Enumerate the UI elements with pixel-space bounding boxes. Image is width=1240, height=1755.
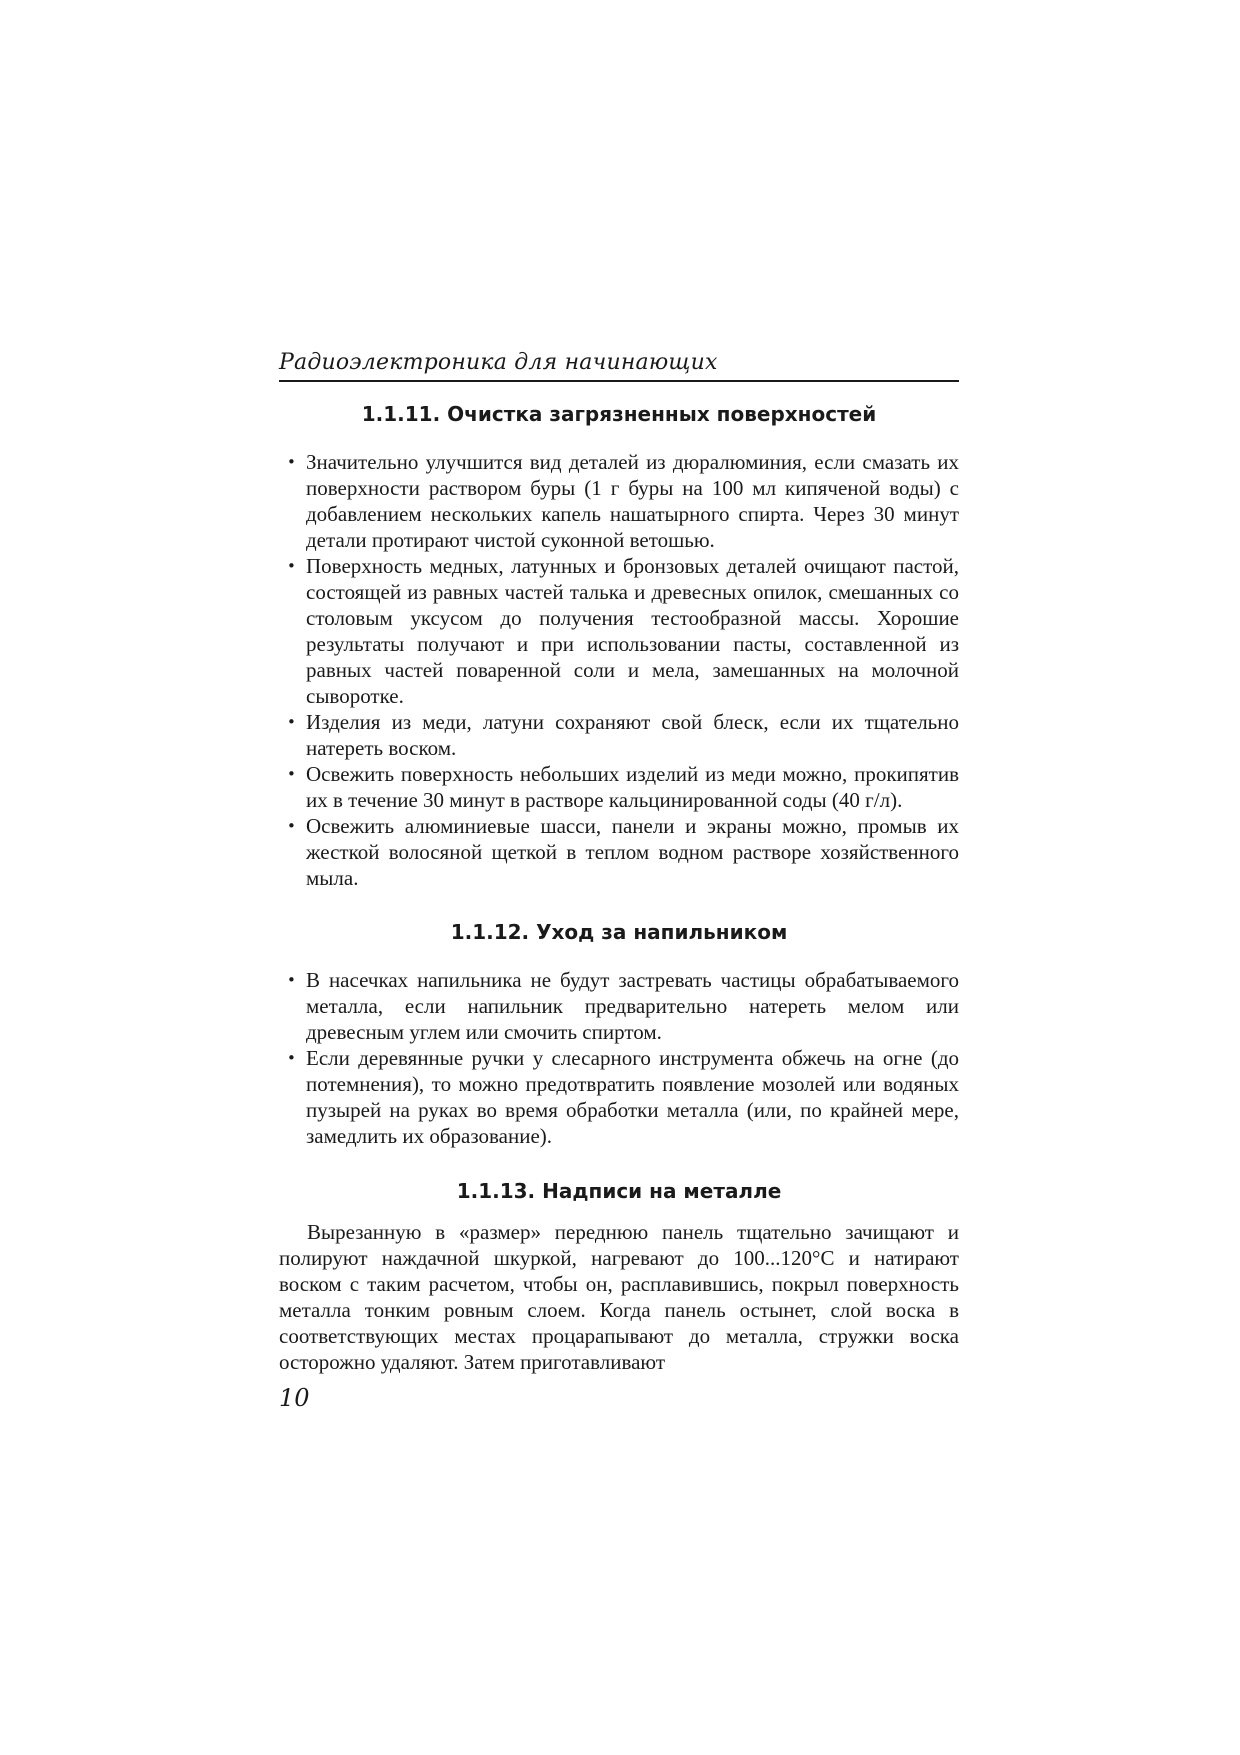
section-title-cleaning: 1.1.11. Очистка загрязненных поверхностей [361, 402, 877, 426]
bullet-text: Изделия из меди, латуни сохраняют свой блеск, если их тщательно натереть воском. [306, 710, 959, 760]
bullet-text: Значительно улучшится вид деталей из дюралюминия, если смазать их поверхности раствором буры (1 г буры на 100 мл кипяченой воды) с добавлением нескольких капель нашатырного спирта. Через 30 минут детали протирают чистой суконной ветошью. [306, 450, 959, 552]
section-title-file-care: 1.1.12. Уход за напильником [450, 920, 788, 944]
bullet-text: В насечках напильника не будут застревать частицы обрабатываемого металла, если напильник предварительно натереть мелом или древесным углем или смочить спиртом. [306, 968, 959, 1044]
bullet-text: Освежить поверхность небольших изделий из меди можно, прокипятив их в течение 30 минут в растворе кальцинированной соды (40 г/л). [306, 762, 959, 812]
bullet-text: Освежить алюминиевые шасси, панели и экраны можно, промыв их жесткой волосяной щеткой в теплом водном растворе хозяйственного мыла. [306, 814, 959, 890]
list-item [279, 449, 959, 553]
bullet-icon: • [287, 453, 296, 471]
bullet-icon: • [287, 713, 296, 731]
list-item [279, 553, 959, 709]
list-item [279, 1045, 959, 1149]
bullet-icon: • [287, 1049, 296, 1067]
list-item [279, 813, 959, 891]
cleaning-bullet-list [279, 449, 959, 891]
bullet-icon: • [287, 765, 296, 783]
list-item [279, 761, 959, 813]
page-number: 10 [279, 1384, 310, 1412]
section-title-metal-inscriptions: 1.1.13. Надписи на металле [456, 1179, 782, 1203]
book-page [279, 348, 959, 1413]
bullet-text: Поверхность медных, латунных и бронзовых деталей очищают пастой, состоящей из равных частей талька и древесных опилок, смешанных со столовым уксусом до получения тестообразной массы. Хорошие результаты получают и при использовании пасты, составленной из равных частей поваренной соли и мела, замешанных на молочной сыворотке. [306, 554, 959, 708]
bullet-icon: • [287, 557, 296, 575]
bullet-icon: • [287, 971, 296, 989]
file-care-bullet-list [279, 967, 959, 1149]
bullet-text: Если деревянные ручки у слесарного инструмента обжечь на огне (до потемнения), то можно предотвратить появление мозолей или водяных пузырей на руках во время обработки металла (или, по крайней мере, замедлить их образование). [306, 1046, 959, 1148]
inscriptions-paragraph: Вырезанную в «размер» переднюю панель тщательно зачищают и полируют наждачной шкуркой, нагревают до 100...120°С и натирают воском с таким расчетом, чтобы он, расплавившись, покрыл поверхность металла тонким ровным слоем. Когда панель остынет, слой воска в соответствующих местах процарапывают до металла, стружки воска осторожно удаляют. Затем приготавливают [279, 1220, 959, 1374]
bullet-icon: • [287, 817, 296, 835]
list-item [279, 967, 959, 1045]
running-header: Радиоэлектроника для начинающих [279, 348, 959, 382]
list-item [279, 709, 959, 761]
